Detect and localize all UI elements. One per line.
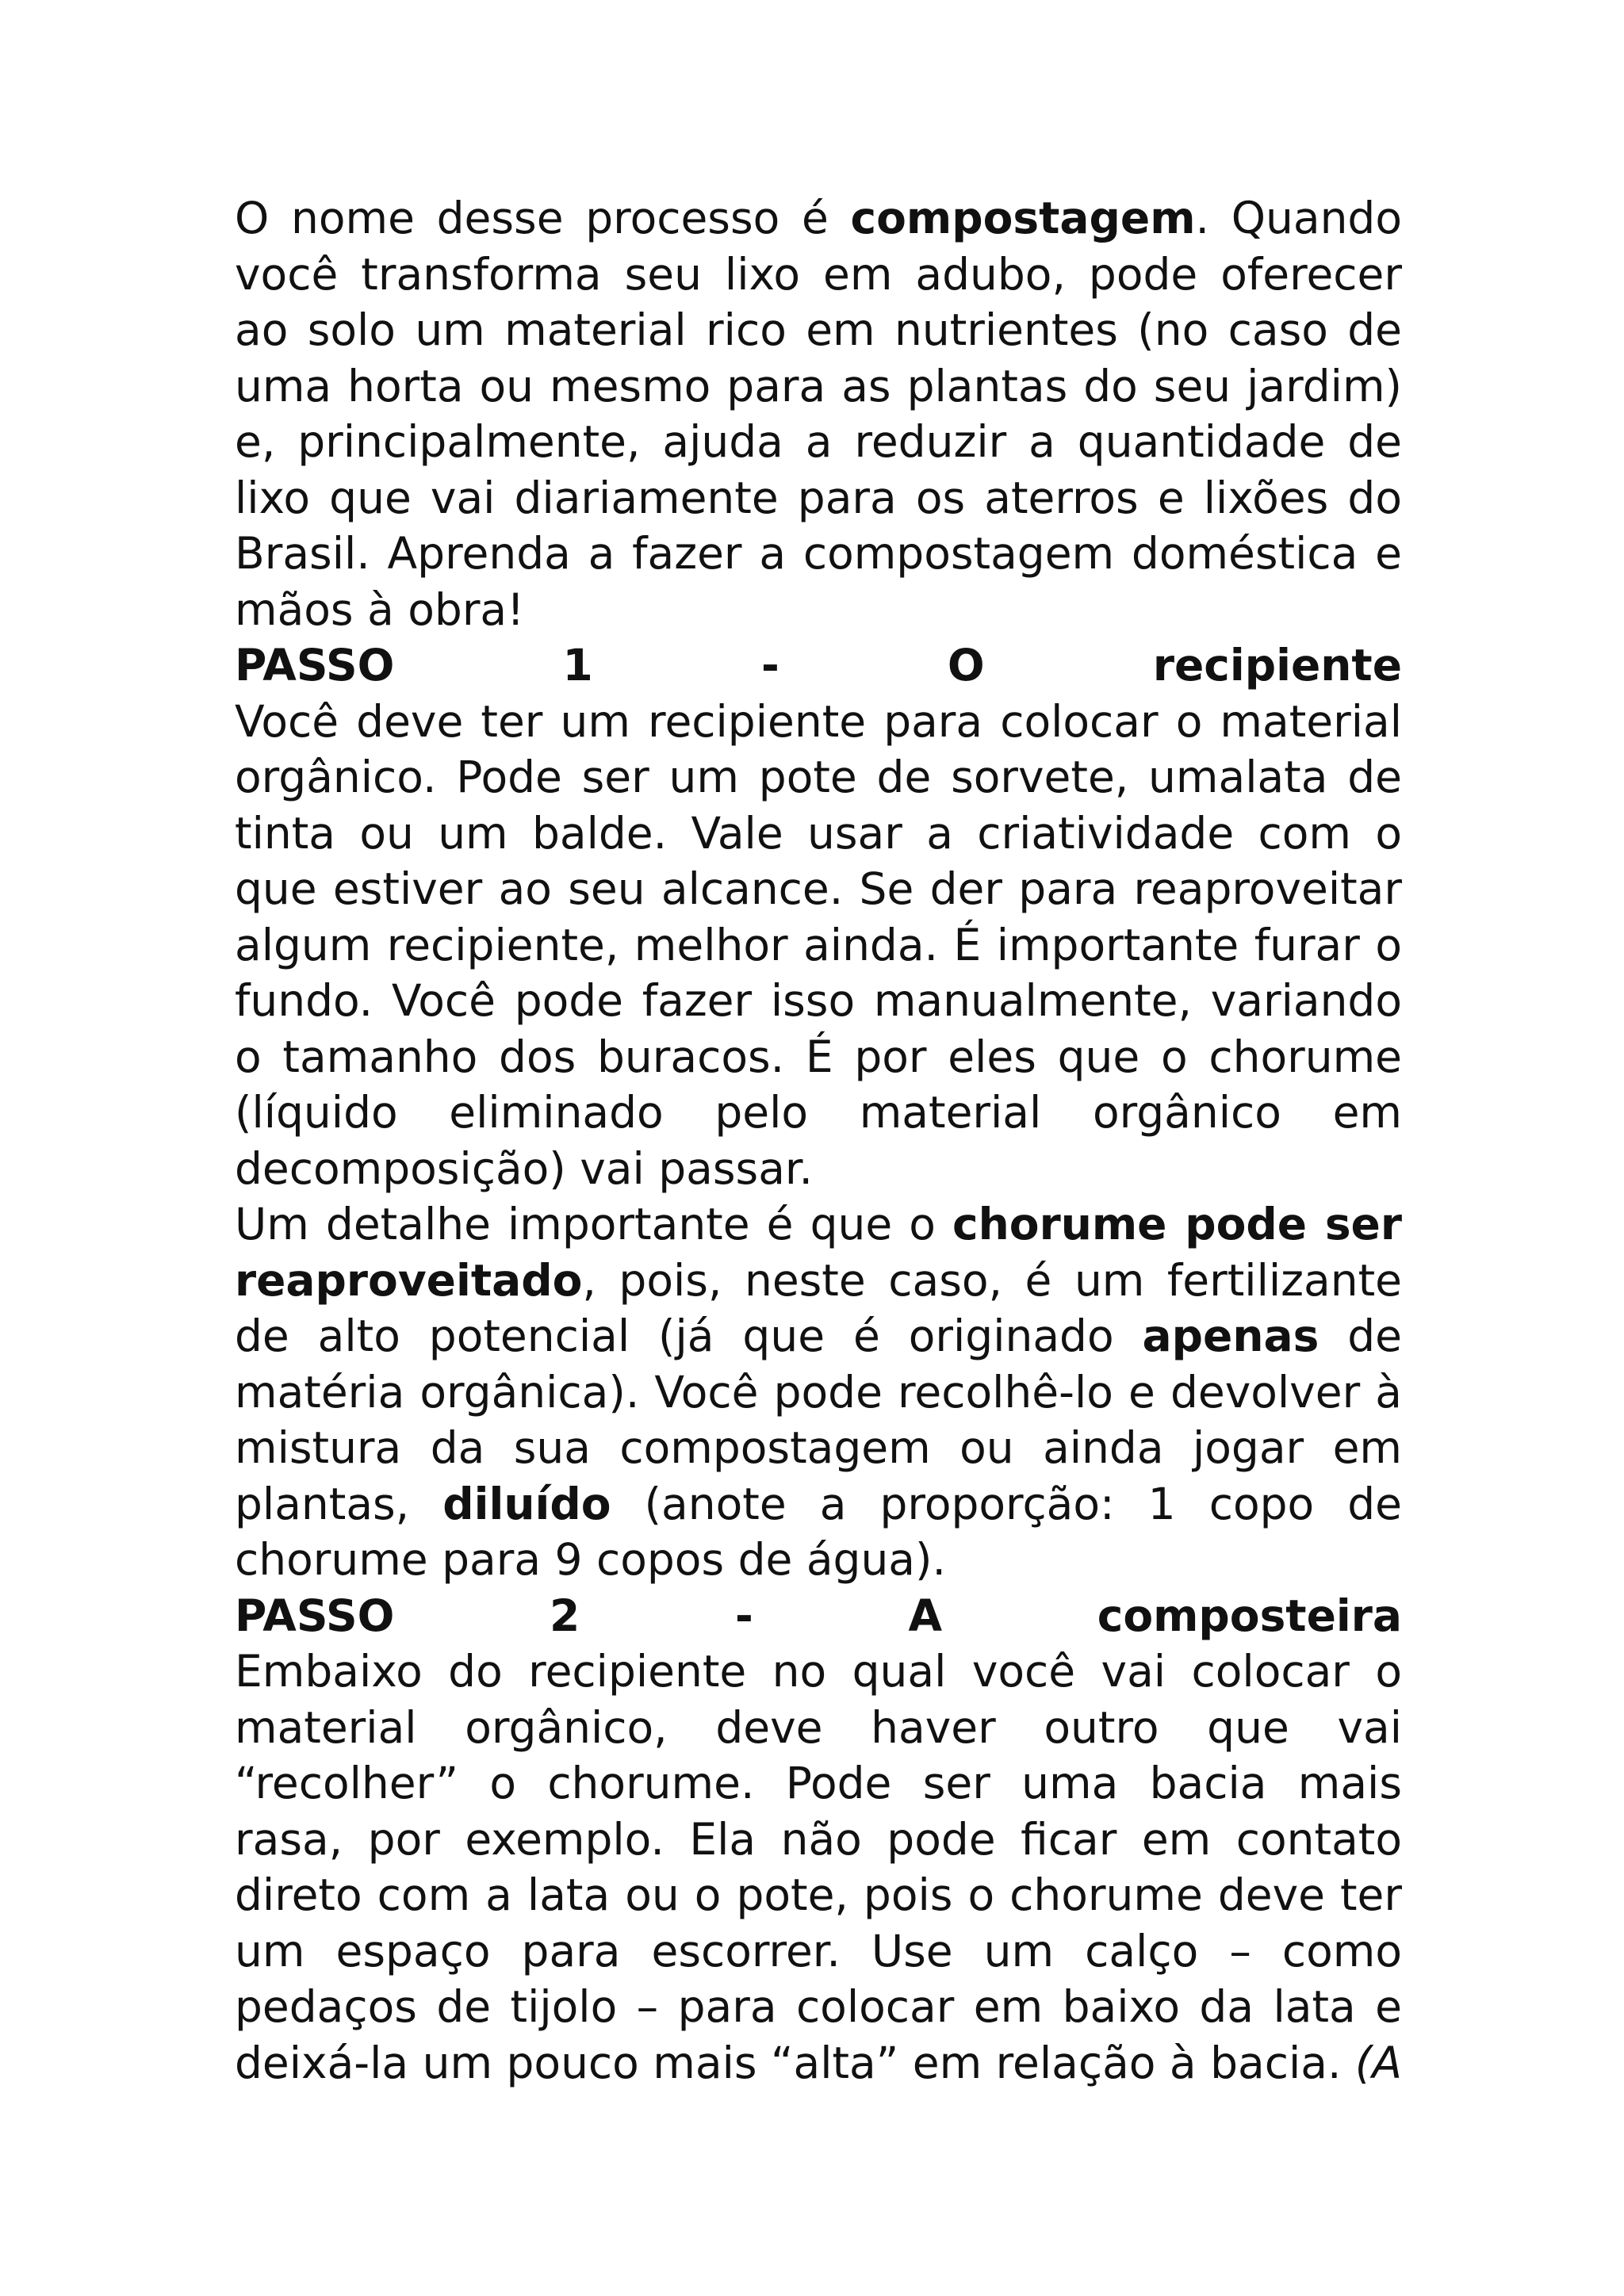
passo-2-label: PASSO — [235, 1590, 395, 1641]
passo-2-italic-continuation: (A — [1354, 2037, 1403, 2088]
intro-text-1: O nome desse processo é — [235, 193, 851, 243]
passo-1-article: O — [947, 640, 985, 691]
passo-2-text-1: Embaixo do recipiente no qual você vai colocar o material orgânico, deve haver outro que vai “recolher” o chorume. Pode ser uma bacia mais rasa, por exemplo. Ela não pode ficar em contato direto com a lata ou o pote, pois o chorume deve ter um espaço para escorrer. Use um calço – como pedaços de tijolo – para colocar em baixo da lata e deixá-la um pouco mais “alta” em relação à bacia. — [235, 1646, 1402, 2088]
chorume-text-1: Um detalhe importante é que o — [235, 1199, 953, 1249]
chorume-text-2: , pois, neste caso, é um fertilizante de alto potencial (já que é originado — [235, 1254, 1402, 1361]
chorume-text-3: de matéria orgânica). Você pode recolhê-lo e devolver à mistura da sua compostagem ou ainda jogar em plantas, — [235, 1311, 1403, 1529]
chorume-bold-reaproveitado: chorume pode ser reaproveitado — [235, 1199, 1402, 1306]
intro-bold-compostagem: compostagem — [850, 193, 1196, 243]
passo-2-heading — [235, 1588, 1402, 1644]
passo-1-paragraph: Você deve ter um recipiente para colocar o material orgânico. Pode ser um pote de sorvete, umalata de tinta ou um balde. Vale usar a criatividade com o que estiver ao seu alcance. Se der para reaproveitar algum recipiente, melhor ainda. É importante furar o fundo. Você pode fazer isso manualmente, variando o tamanho dos buracos. É por eles que o chorume (líquido eliminado pelo material orgânico em decomposição) vai passar. — [235, 695, 1402, 1194]
passo-2-dash: - — [734, 1590, 753, 1641]
intro-text-2: . Quando você transforma seu lixo em adubo, pode oferecer ao solo um material rico em nutrientes (no caso de uma horta ou mesmo para as plantas do seu jardim) e, principalmente, ajuda a reduzir a quantidade de lixo que vai diariamente para os aterros e lixões do Brasil. Aprenda a fazer a compostagem doméstica e mãos à obra! — [235, 193, 1402, 635]
passo-1-title: recipiente — [1152, 640, 1402, 691]
passo-1-label: PASSO — [235, 640, 395, 691]
passo-2-number: 2 — [550, 1590, 580, 1641]
chorume-text-4: (anote a proporção: 1 copo de chorume para 9 copos de água). — [235, 1478, 1402, 1585]
chorume-bold-apenas: apenas — [1142, 1311, 1320, 1361]
chorume-paragraph — [235, 1196, 1402, 1588]
passo-1-number: 1 — [562, 640, 593, 691]
passo-2-article: A — [908, 1590, 943, 1641]
passo-1-heading — [235, 637, 1402, 694]
chorume-bold-diluido: diluído — [442, 1478, 611, 1529]
intro-paragraph — [235, 190, 1402, 637]
passo-1-dash: - — [760, 640, 779, 691]
document-body — [235, 190, 1402, 2091]
passo-2-title: composteira — [1097, 1590, 1402, 1641]
passo-2-paragraph — [235, 1644, 1402, 2091]
